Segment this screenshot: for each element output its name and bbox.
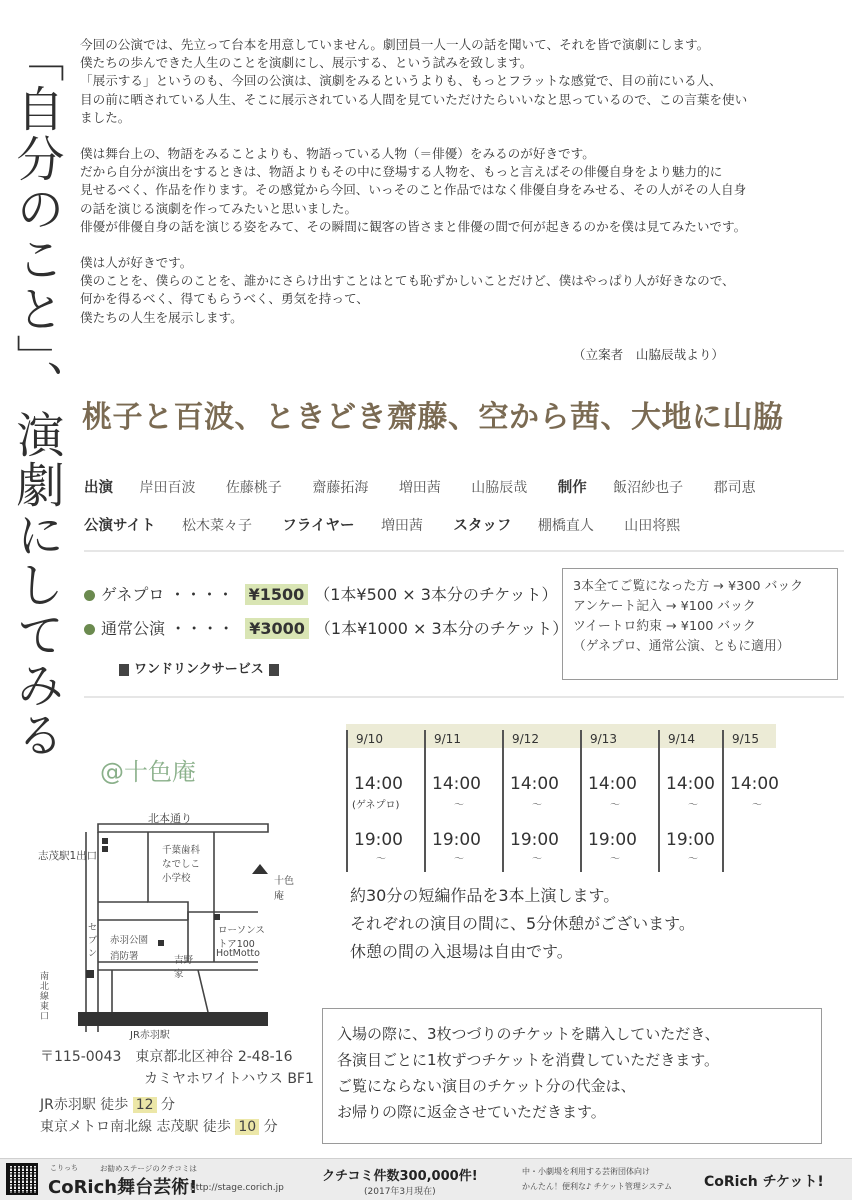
address-line: 〒115-0043 東京都北区神谷 2-48-16 — [40, 1049, 293, 1065]
map-label-fire: 消防署 — [110, 951, 139, 962]
footer-tagline: お勧めステージのクチコミは — [100, 1164, 197, 1173]
site-label: 公演サイト — [84, 518, 156, 534]
bullet-dot-icon — [84, 624, 95, 635]
schedule-til: 〜 — [454, 854, 464, 865]
vertical-title: 「自分のこと」、演劇にしてみる — [8, 34, 64, 760]
intro-line: 何かを得るべく、得てもらうべく、勇気を持って、 — [80, 291, 369, 307]
schedule-day — [424, 730, 496, 872]
ticket-note-line: 入場の際に、3枚つづりのチケットを購入していただき、 — [337, 1025, 720, 1043]
map-label-seven: セブン — [88, 923, 98, 959]
staff-name: 棚橋直人 — [537, 518, 594, 534]
ticket-note-line: 各演目ごとに1枚ずつチケットを消費していただきます。 — [337, 1051, 719, 1069]
regular-label: 通常公演 — [101, 619, 166, 638]
cast-label: 出演 — [84, 480, 113, 496]
map-label-hotmotto: HotMotto — [216, 948, 260, 959]
intro-text — [80, 36, 840, 362]
performance-notes — [350, 882, 695, 966]
map-label-station-exit: 志茂駅1出口 — [38, 850, 98, 862]
regular-price: ¥3000 — [245, 618, 309, 639]
price-row — [84, 616, 568, 639]
map-label-school: なでしこ小学校 — [162, 859, 201, 884]
production-label: 制作 — [557, 480, 587, 496]
schedule-table — [346, 724, 779, 874]
ticket-notes-box — [322, 1008, 822, 1144]
corich-logo: CoRich舞台芸術! — [48, 1177, 198, 1198]
access-jr-unit: 分 — [161, 1097, 176, 1113]
schedule-time-2: 19:00 — [666, 830, 715, 850]
schedule-day — [502, 730, 574, 872]
schedule-til: 〜 — [752, 800, 762, 811]
venue-marker-icon — [252, 864, 268, 874]
drink-label: ワンドリンクサービス — [134, 662, 264, 677]
cast-name: 齋藤拓海 — [312, 480, 369, 496]
map-drawing — [38, 802, 310, 1040]
schedule-day — [722, 730, 779, 872]
footer-small-label: こりっち — [50, 1164, 78, 1172]
intro-line: 僕は人が好きです。 — [80, 255, 193, 271]
intro-line: 僕たちの歩んできた人生のことを演劇にし、展示する、という試みを致します。 — [80, 55, 533, 71]
intro-line: 僕は舞台上の、物語をみることよりも、物語っている人物（＝俳優）をみるのが好きです。 — [80, 146, 595, 162]
production-name: 飯沼紗也子 — [613, 480, 684, 496]
access-line — [40, 1094, 314, 1116]
square-mark-icon — [269, 664, 279, 676]
cast-name: 増田茜 — [398, 480, 441, 496]
intro-line: 目の前に晒されている人生、そこに展示されている人間を見ていただけたらいいなと思っているので、この言葉を使い — [80, 91, 748, 107]
schedule-date: 9/12 — [512, 732, 539, 746]
discount-line: アンケート記入 → ¥100 バック — [573, 599, 756, 614]
intro-line: の話を演じる演劇を作ってみたいと思いました。 — [80, 200, 358, 216]
intro-line: 俳優が俳優自身の話を演じる姿をみて、その瞬間に観客の皆さまと俳優の間で何が起きるのかを僕は見てみたいです。 — [80, 218, 747, 234]
ticket-note-line: お帰りの際に返金させていただきます。 — [337, 1103, 606, 1121]
schedule-date: 9/11 — [434, 732, 461, 746]
ticket-note-line: ご覧にならない演目のチケット分の代金は、 — [337, 1077, 636, 1095]
schedule-til: 〜 — [688, 800, 698, 811]
schedule-til: 〜 — [454, 800, 464, 811]
genepro-dots: ・・・・ — [169, 585, 234, 604]
flyer-label: フライヤー — [282, 518, 355, 534]
regular-dots: ・・・・ — [170, 619, 235, 638]
schedule-til: 〜 — [532, 800, 542, 811]
schedule-til: 〜 — [610, 800, 620, 811]
access-metro-minutes: 10 — [235, 1119, 259, 1135]
schedule-til: 〜 — [610, 854, 620, 865]
map-label-jr: JR赤羽駅 — [130, 1030, 170, 1041]
schedule-til: 〜 — [532, 854, 542, 865]
prices-section — [84, 568, 844, 698]
map-label-dental: 千葉歯科 — [162, 845, 201, 856]
regular-note: （1本¥1000 × 3本分のチケット） — [314, 619, 569, 638]
note-line: それぞれの演目の間に、5分休憩がございます。 — [350, 914, 695, 933]
staff-name: 山田将熙 — [624, 518, 681, 534]
schedule-date: 9/13 — [590, 732, 617, 746]
address-line: カミヤホワイトハウス BF1 — [144, 1071, 314, 1087]
schedule-day — [580, 730, 652, 872]
drink-service — [114, 658, 284, 677]
schedule-time-2: 19:00 — [588, 830, 637, 850]
footer-right-line: 中・小劇場を利用する芸術団体向け — [522, 1167, 650, 1176]
map-label-lawson: ローソンストア100 — [218, 925, 265, 950]
footer-banner — [0, 1158, 852, 1200]
production-name: 郡司恵 — [713, 480, 756, 496]
flyer-name: 増田茜 — [380, 518, 423, 534]
credits — [84, 462, 844, 552]
footer-right-line: かんたん！便利な♪ チケット管理システム — [522, 1182, 673, 1191]
discount-line: （ゲネプロ、通常公演、ともに適用） — [573, 639, 790, 654]
intro-line: 今回の公演では、先立って台本を用意していません。劇団員一人一人の話を聞いて、それを皆で演劇にします。 — [80, 37, 710, 52]
map-label-yoshinoya: 吉野家 — [174, 955, 194, 980]
square-mark-icon — [119, 664, 129, 676]
schedule-time-2: 19:00 — [510, 830, 559, 850]
note-line: 約30分の短編作品を3本上演します。 — [350, 886, 620, 905]
schedule-time-1: 14:00 — [354, 774, 403, 794]
schedule-time-1: 14:00 — [510, 774, 559, 794]
schedule-time-2: 19:00 — [432, 830, 481, 850]
cast-name: 佐藤桃子 — [225, 480, 282, 496]
footer-url[interactable]: http://stage.corich.jp — [190, 1183, 284, 1193]
cast-name: 岸田百波 — [139, 480, 196, 496]
intro-line: 僕たちの人生を展示します。 — [80, 309, 243, 325]
schedule-time-1: 14:00 — [432, 774, 481, 794]
intro-line: 見せるべく、作品を作ります。その感覚から今回、いっそのこと作品ではなく俳優自身をみせる、その人がその人自身 — [80, 182, 747, 198]
schedule-date: 9/14 — [668, 732, 695, 746]
intro-line: ました。 — [80, 109, 131, 125]
schedule-date: 9/10 — [356, 732, 383, 746]
access-line — [40, 1116, 314, 1138]
access-jr-minutes: 12 — [133, 1097, 157, 1113]
discount-line: 3本全てご覧になった方 → ¥300 バック — [573, 579, 803, 594]
schedule-day — [346, 730, 418, 872]
signature: （立案者 山脇辰哉より） — [572, 347, 724, 362]
schedule-til: 〜 — [376, 854, 386, 865]
schedule-time-1: 14:00 — [666, 774, 715, 794]
schedule-time-1: 14:00 — [730, 774, 779, 794]
schedule-day — [658, 730, 730, 872]
genepro-note: （1本¥500 × 3本分のチケット） — [314, 585, 558, 604]
cast-name: 山脇辰哉 — [471, 480, 528, 496]
schedule-time-1: 14:00 — [588, 774, 637, 794]
map-label-street: 北本通り — [148, 812, 192, 825]
discount-line: ツイートロ約束 → ¥100 バック — [573, 619, 756, 634]
schedule-time-2: 19:00 — [354, 830, 403, 850]
access-metro-unit: 分 — [263, 1119, 278, 1135]
schedule-note: (ゲネプロ) — [352, 800, 400, 811]
intro-line: 「展示する」というのも、今回の公演は、演劇をみるというよりも、もっとフラットな感覚で、目の前にいる人、 — [80, 73, 722, 89]
bullet-dot-icon — [84, 590, 95, 601]
genepro-price: ¥1500 — [245, 584, 309, 605]
price-row — [84, 582, 557, 605]
corich-ticket-logo: CoRich チケット! — [704, 1174, 824, 1190]
map-label-minami: 南北線東口 — [40, 972, 50, 1022]
discount-box — [562, 568, 838, 680]
intro-line: だから自分が演出をするときは、物語よりもその中に登場する人物を、もっと言えばその俳優自身をより魅力的に — [80, 164, 723, 180]
schedule-date: 9/15 — [732, 732, 759, 746]
note-line: 休憩の間の入退場は自由です。 — [350, 942, 573, 961]
address-block — [40, 1046, 314, 1138]
map-label-venue: 十色庵 — [274, 876, 294, 902]
access-jr: JR赤羽駅 徒歩 — [40, 1097, 129, 1113]
intro-line: 僕のことを、僕らのことを、誰かにさらけ出すことはとても恥ずかしいことだけど、僕はやっぱり人が好きなので、 — [80, 273, 735, 289]
access-metro: 東京メトロ南北線 志茂駅 徒歩 — [40, 1119, 231, 1135]
map-label-park: 赤羽公園 — [110, 935, 149, 946]
genepro-label: ゲネプロ — [101, 585, 165, 604]
staff-label: スタッフ — [453, 518, 512, 534]
access-map — [38, 802, 310, 1040]
venue-name: @十色庵 — [100, 758, 196, 786]
review-count-date: (2017年3月現在) — [364, 1187, 436, 1197]
qr-code-icon — [6, 1163, 38, 1195]
headline: 桃子と百波、ときどき齋藤、空から茜、大地に山脇 — [82, 400, 784, 435]
schedule-til: 〜 — [688, 854, 698, 865]
site-name: 松木菜々子 — [181, 518, 252, 534]
review-count: クチコミ件数300,000件! — [322, 1169, 478, 1184]
